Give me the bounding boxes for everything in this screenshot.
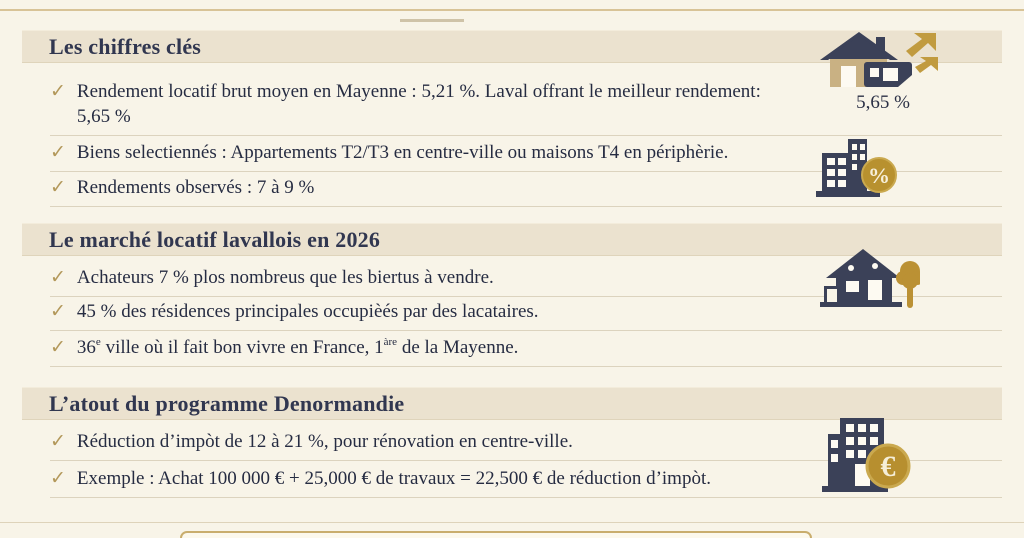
buildings-percent-graphic [816,137,900,199]
bullet-text: 36e ville où il fait bon vivre en France, $1^{àre}$ de la Mayenne. [76,335,519,358]
bullet-text: Achateurs 7 % plos nombreus que les biertus à vendre. [76,267,494,288]
check-icon: ✓ [50,142,66,163]
check-icon: ✓ [50,431,66,452]
percent-symbol: % [868,163,890,188]
cropped-top-element [400,19,464,22]
bullet-text: Rendement locatif brut moyen en Mayenne : 5,21 %. Laval offrant le meilleur rendement: [76,81,761,102]
section-title: Le marché locatif lavallois en 2026 [49,226,381,252]
icon-value-label: 5,65 % [856,92,910,113]
check-icon: ✓ [50,337,66,358]
house-growth-graphic [814,31,938,89]
top-divider [0,9,1024,11]
check-icon: ✓ [50,267,66,288]
section-title: L’atout du programme Denormandie [49,390,405,416]
building-euro-graphic [822,410,914,498]
euro-symbol: € [880,450,896,483]
house-tree-graphic [818,246,920,310]
section-title: Les chiffres clés [49,33,202,59]
bullet-text-wrap: 5,65 % [76,106,131,127]
check-icon: ✓ [50,177,66,198]
check-icon: ✓ [50,301,66,322]
bullet-text: 45 % des résidences principales occupièés par des lacataires. [76,301,539,322]
bullet-text: Réduction d’impòt de 12 à 21 %, pour rénovation en centre-ville. [76,431,573,452]
building-euro-icon [822,410,914,503]
buildings-percent-icon [816,137,900,204]
house-tree-icon [818,246,920,315]
bullet-text: Rendements observés : 7 à 9 % [76,177,315,198]
check-icon: ✓ [50,81,66,102]
check-icon: ✓ [50,468,66,489]
bullet-text: Biens selectiennés : Appartements T2/T3 en centre-ville ou maisons T4 en périphèrie. [76,142,729,163]
bullet-text: Exemple : Achat 100 000 € + 25,000 € de travaux = 22,500 € de réduction d’impòt. [76,468,711,489]
house-growth-icon [814,31,938,114]
list-item-classement [50,335,1002,367]
bottom-divider [0,522,1024,523]
cropped-bottom-panel [180,531,812,538]
